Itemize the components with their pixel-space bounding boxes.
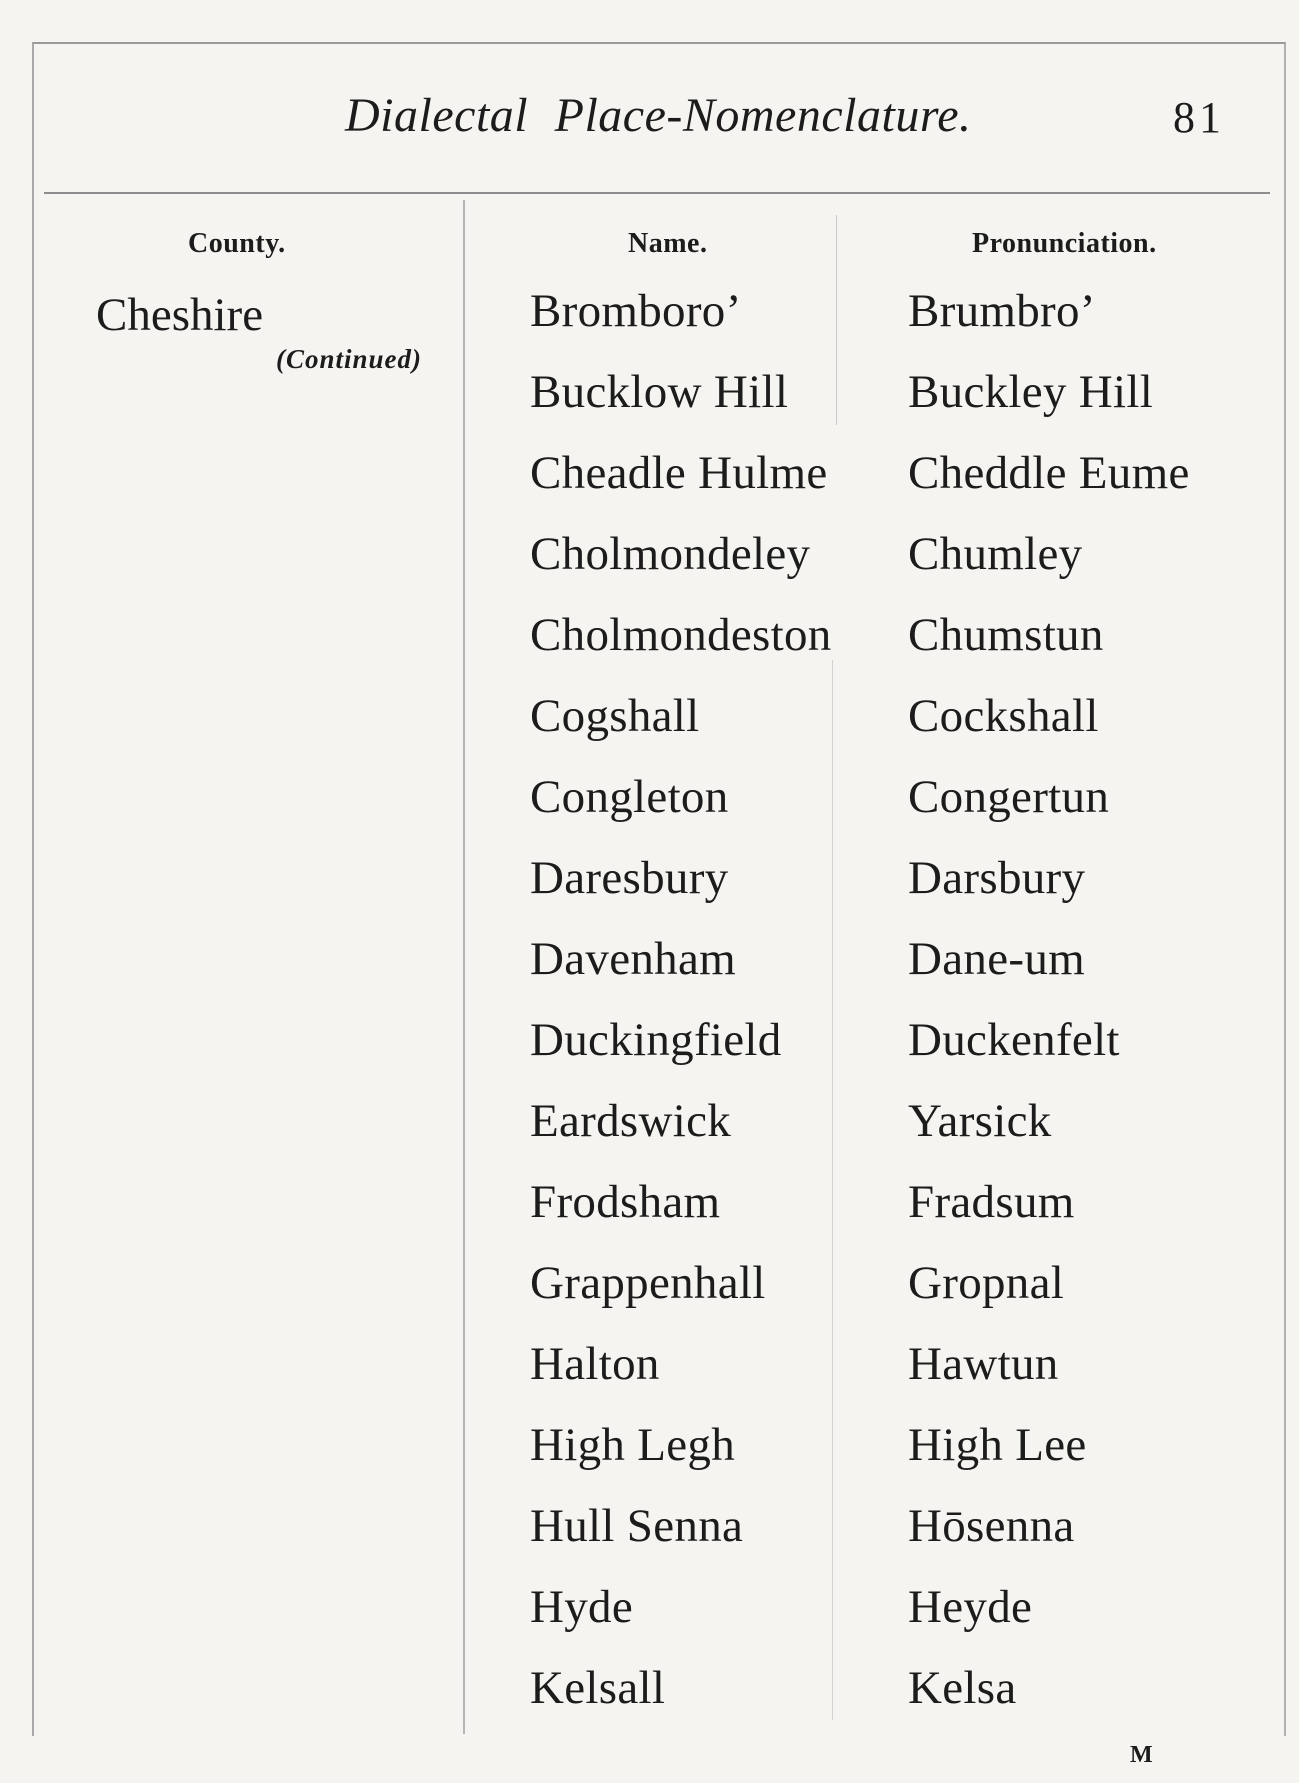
entry-name: Davenham [530,933,736,985]
page-number: 81 [1173,93,1225,142]
entry-row [0,527,1299,608]
entry-pronunciation: Buckley Hill [908,366,1154,418]
entry-pronunciation: Darsbury [908,852,1086,904]
header-rule [44,192,1270,194]
entry-name: Cholmondeley [530,528,811,580]
county-continued-note: (Continued) [276,344,423,374]
entry-row [0,1013,1299,1094]
running-title: Dialectal Place-Nomenclature. [345,89,972,142]
entry-name: Cogshall [530,690,700,742]
entry-pronunciation: Yarsick [908,1095,1052,1147]
entry-pronunciation: Hōsenna [908,1500,1075,1552]
entry-pronunciation: Cockshall [908,690,1099,742]
entry-name: Eardswick [530,1095,732,1147]
entry-name: Grappenhall [530,1257,766,1309]
entry-row [0,446,1299,527]
entry-row [0,1094,1299,1175]
entry-row [0,608,1299,689]
entry-pronunciation: Fradsum [908,1176,1075,1228]
entry-pronunciation: Congertun [908,771,1110,823]
entry-pronunciation: Heyde [908,1581,1033,1633]
entry-row [0,1661,1299,1742]
entry-pronunciation: Chumley [908,528,1083,580]
entry-pronunciation: Hawtun [908,1338,1059,1390]
entry-row [0,932,1299,1013]
entry-name: Kelsall [530,1662,666,1714]
entry-name: Hull Senna [530,1500,744,1552]
column-header-county: County. [188,228,286,259]
entry-name: Bromboro’ [530,285,742,337]
column-header-pronunciation: Pronunciation. [972,228,1157,259]
entry-row [0,1580,1299,1661]
entry-row [0,284,1299,365]
entry-name: High Legh [530,1419,736,1471]
entry-row [0,1256,1299,1337]
entry-pronunciation: Chumstun [908,609,1104,661]
entry-row [0,365,1299,446]
entry-name: Halton [530,1338,660,1390]
entry-row [0,1418,1299,1499]
signature-mark: M [1130,1742,1154,1768]
entry-name: Cheadle Hulme [530,447,828,499]
entry-row [0,1337,1299,1418]
entry-pronunciation: Dane-um [908,933,1085,985]
entry-row [0,1175,1299,1256]
county-name: Cheshire [96,289,264,341]
entry-pronunciation: Duckenfelt [908,1014,1120,1066]
entry-name: Congleton [530,771,729,823]
entry-row [0,851,1299,932]
entry-pronunciation: Cheddle Eume [908,447,1190,499]
entry-row [0,770,1299,851]
entry-pronunciation: High Lee [908,1419,1087,1471]
entry-row [0,1499,1299,1580]
entry-name: Duckingfield [530,1014,782,1066]
entry-pronunciation: Gropnal [908,1257,1065,1309]
entry-pronunciation: Kelsa [908,1662,1017,1714]
entry-name: Cholmondeston [530,609,832,661]
entry-row [0,689,1299,770]
column-header-name: Name. [628,228,708,259]
entry-name: Frodsham [530,1176,721,1228]
entry-name: Daresbury [530,852,729,904]
entry-name: Bucklow Hill [530,366,789,418]
entries-list [0,284,1299,1742]
entry-name: Hyde [530,1581,634,1633]
entry-pronunciation: Brumbro’ [908,285,1096,337]
